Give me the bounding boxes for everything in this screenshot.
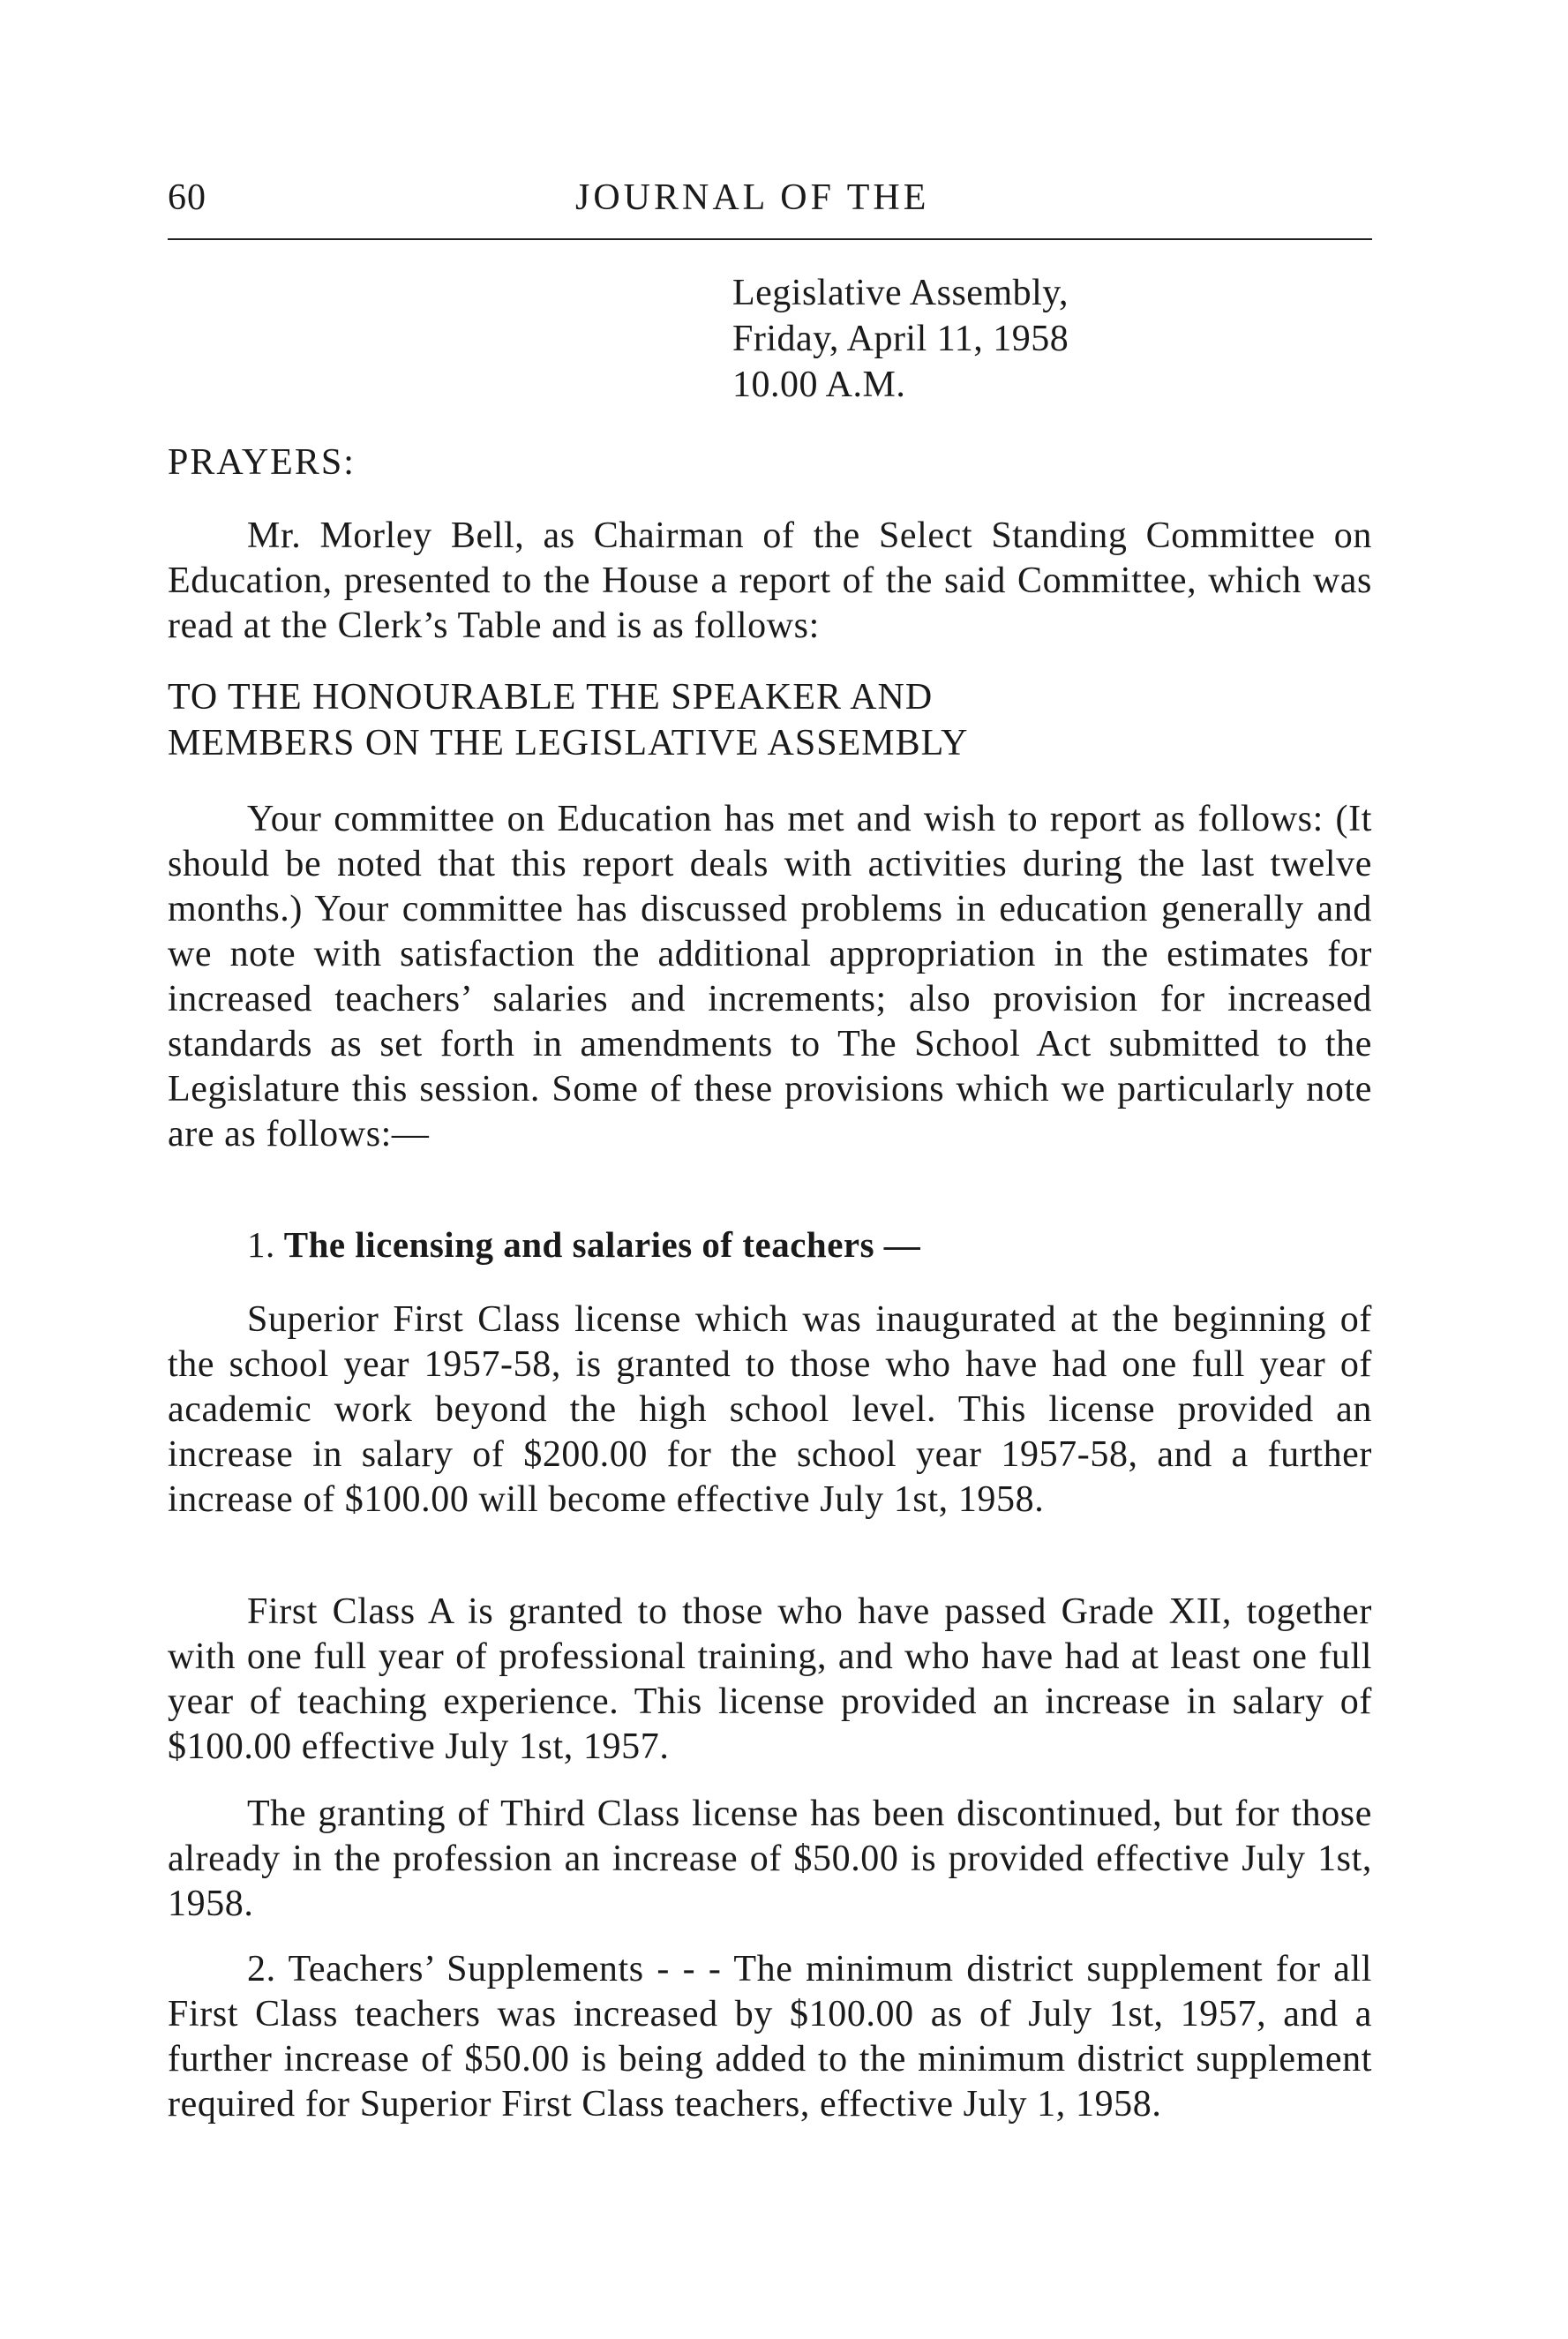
first-class-a-paragraph: First Class A is granted to those who have passed Grade XII, together with one full year of professional training, and who have had at least one full year of teaching experience. This license provided an increase in salary of $100.00 effective July 1st, 1957. bbox=[168, 1591, 1372, 1767]
report-address bbox=[168, 674, 968, 766]
prayers-heading: PRAYERS: bbox=[168, 442, 356, 483]
page-number: 60 bbox=[168, 177, 206, 218]
running-head: JOURNAL OF THE bbox=[575, 177, 930, 218]
intro-paragraph: Mr. Morley Bell, as Chairman of the Select Standing Committee on Education, presented to the House a report of the said Committee, which was read at the Clerk’s Table and is as follows: bbox=[168, 515, 1372, 646]
committee-report-paragraph: Your committee on Education has met and wish to report as follows: (It should be noted that this report deals with activities during the last twelve months.) Your committee has discussed problems in education generally and we note with satisfaction the additional appropriation in the estimates for increased teachers’ salaries and increments; also provision for increased standards as set forth in amendments to The School Act submitted to the Legislature this session. Some of these provisions which we particularly note are as follows:— bbox=[168, 799, 1372, 1154]
section-1-heading bbox=[247, 1223, 920, 1266]
dateline-time: 10.00 A.M. bbox=[732, 365, 906, 405]
dateline-assembly: Legislative Assembly, bbox=[732, 273, 1069, 313]
superior-first-class-paragraph: Superior First Class license which was inaugurated at the beginning of the school year 1957-58, is granted to those who have had one full year of academic work beyond the high school level. This license provided an increase in salary of $200.00 for the school year 1957-58, and a further increase of $100.00 will become effective July 1st, 1958. bbox=[168, 1299, 1372, 1520]
dateline-date: Friday, April 11, 1958 bbox=[732, 319, 1069, 359]
page-header bbox=[168, 168, 1372, 240]
third-class-paragraph: The granting of Third Class license has been discontinued, but for those already in the profession an increase of $50.00 is provided effective July 1st, 1958. bbox=[168, 1794, 1372, 1924]
address-line-2: MEMBERS ON THE LEGISLATIVE ASSEMBLY bbox=[168, 723, 969, 763]
session-dateline bbox=[732, 270, 1069, 408]
section-1-title: The licensing and salaries of teachers — bbox=[283, 1224, 921, 1265]
address-line-1: TO THE HONOURABLE THE SPEAKER AND bbox=[168, 677, 934, 718]
supplements-paragraph: 2. Teachers’ Supplements - - - The minimum district supplement for all First Class teachers was increased by $100.00 as of July 1st, 1957, and a further increase of $50.00 is being added to the minimum district supplement required for Superior First Class teachers, effective July 1, 1958. bbox=[168, 1949, 1372, 2125]
section-1-number: 1. bbox=[247, 1224, 275, 1265]
